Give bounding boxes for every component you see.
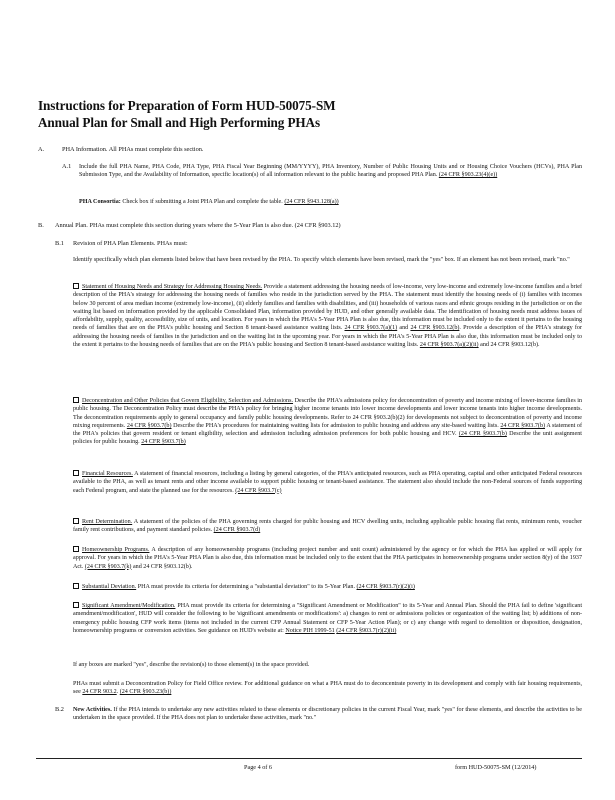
housing-needs-lead: Statement of Housing Needs and Strategy for Addressing Housing Needs. (82, 284, 263, 290)
revised-note: If any boxes are marked "yes", describe the revision(s) to those element(s) in the space provided. (73, 662, 310, 668)
significant-amendment-cite-2[interactable]: (24 CFR §903.7(r)(2)(ii) (336, 627, 397, 634)
section-b-label: B. (38, 222, 44, 229)
housing-needs-mid: and (399, 325, 409, 332)
element-significant-amendment (73, 602, 582, 635)
homeownership-lead: Homeownership Programs. (82, 547, 150, 553)
substantial-deviation-text: PHA must provide its criteria for determining a "substantial deviation" to its 5-Year Plan. (137, 584, 355, 590)
b2-text: If the PHA intends to undertake any new activities related to these elements or discretionary policies in the current Fiscal Year, mark "yes" for these elements, and describe the activities to be undertaken in the space provided. If the PHA does not plan to undertake these activities, mark "no." (73, 707, 582, 722)
deconcentration-end: Describe the unit assignment policies for public housing. (73, 431, 582, 446)
deconcentration-text: Describe the PHA's admissions policy for deconcentration of poverty and income mixing of lower-income families in public housing. The Deconcentration Policy must describe the PHA's policy for bringing higher income tenants into lower income developments and lower income tenants into higher income developments. The deconcentration requirements apply to general occupancy and family public housing developments. Refer to 24 CFR §903.2(b)(2) for developments not subject to deconcentration of poverty and income mixing requirements. (73, 398, 582, 429)
housing-needs-cite-3[interactable]: 24 CFR §903.7(a)(2)(ii) (419, 342, 479, 349)
page-title (38, 97, 598, 131)
consortia-lead: PHA Consortia: (79, 199, 121, 205)
significant-amendment-text: PHA must provide its criteria for determining a "Significant Amendment or Modification" to its 5-Year and Annual Plan. Should the PHA fail to define 'significant amendment/modification', HUD will consider the following to be 'significant amendments or modifications': a) changes to rent or admissions policies or organization of the waiting list; b) additions of non-emergency public housing CFP work items (items not included in the current CFP Annual Statement or CFP 5-Year Action Plan); or c) any change with regard to demolition or disposition, designation, homeownership programs or conversion activities. See guidance on HUD's website at: (73, 603, 583, 634)
b1-heading: Revision of PHA Plan Elements. PHAs must: (73, 240, 188, 247)
financial-resources-cite[interactable]: (24 CFR §903.7(c) (235, 487, 282, 494)
deconcentration-cite-3[interactable]: (24 CFR §903.7(b) (458, 431, 507, 438)
homeownership-checkbox[interactable] (73, 546, 79, 552)
footer-rule (36, 758, 582, 759)
deconcentration-note: PHAs must submit a Deconcentration Policy for Field Office review. For additional guidance on what a PHA must do to deconcentrate poverty in its development and comply with fair housing requirements, see 24 CFR 903.2. (24 CFR §903.23(b)) (73, 681, 582, 696)
significant-amendment-lead: Significant Amendment/Modification. (82, 603, 176, 609)
substantial-deviation-lead: Substantial Deviation. (82, 584, 137, 590)
a1-citation[interactable]: (24 CFR §903.23(4)(e)) (438, 172, 498, 179)
title-line-1: Instructions for Preparation of Form HUD-50075-SM (38, 98, 336, 113)
deconcentration-lead: Deconcentration and Other Policies that Govern Eligibility, Selection and Admissions. (82, 398, 294, 404)
deconcentration-cite-2[interactable]: 24 CFR §903.7(b) (500, 422, 546, 429)
deconcentration-note-cite-1[interactable]: 24 CFR 903.2 (82, 689, 117, 696)
substantial-deviation-checkbox[interactable] (73, 583, 79, 589)
a1-text: Include the full PHA Name, PHA Code, PHA Type, PHA Fiscal Year Beginning (MM/YYYY), PHA Inventory, Number of Public Housing Units and or Housing Choice Vouchers (HCVs), PHA Plan Submission Type, and the Availability of Information, specific location(s) of all information relevant to the public hearing and proposed PHA Plan. (79, 164, 582, 179)
deconcentration-mid: Describe the PHA's procedures for maintaining waiting lists for admission to public housing and address any site-based waiting lists. (173, 422, 499, 429)
financial-resources-lead: Financial Resources. (82, 471, 133, 477)
b2-paragraph (73, 706, 582, 723)
element-substantial-deviation (73, 583, 582, 591)
housing-needs-cite-2[interactable]: 24 CFR §903.12(b) (410, 325, 460, 332)
element-deconcentration (73, 397, 582, 447)
financial-resources-checkbox[interactable] (73, 470, 79, 476)
footer-page-number: Page 4 of 6 (244, 764, 273, 771)
homeownership-text: A description of any homeownership programs (including project number and unit count) administered by the agency or for which the PHA has applied or will apply for approval. For years in which the PHA's 5-Year PHA Plan is also due, this information must be included only to the extent that the PHA participates in homeownership programs under section 8(y) of the 1937 Act. (73, 547, 583, 570)
rent-determination-text: A statement of the policies of the PHA governing rents charged for public housing and HCV dwelling units, including applicable public housing flat rents, minimum rents, voucher family rent contributions, and payment standard policies. (73, 519, 582, 534)
footer-form-id: form HUD-50075-SM (12/2014) (455, 764, 537, 771)
deconcentration-checkbox[interactable] (73, 397, 79, 403)
section-a-text: PHA Information. All PHAs must complete this section. (62, 146, 204, 153)
section-a-label: A. (38, 146, 45, 153)
significant-amendment-checkbox[interactable] (73, 602, 79, 608)
b1-label: B.1 (55, 240, 64, 247)
b2-lead: New Activities. (73, 707, 112, 713)
consortia-citation[interactable]: (24 CFR §943.128(a)) (284, 199, 339, 205)
element-housing-needs (73, 283, 582, 349)
consortia-paragraph (79, 198, 582, 206)
element-homeownership (73, 546, 582, 571)
element-rent-determination (73, 518, 582, 535)
housing-needs-text: Provide a statement addressing the housing needs of low-income, very low-income and extremely low-income families and a brief description of the PHA's strategy for addressing the housing needs of families who reside in the jurisdiction served by the PHA. The statement must identify the housing needs of (i) families with incomes below 30 percent of area median income (extremely low-income), (ii) elderly families and families with disabilities, and (iii) households of various races and ethnic groups residing in the jurisdiction or on the waiting list based on information provided by the applicable Consolidated Plan, information provided by HUD, and other generally available data. The identification of housing needs must address issues of affordability, supply, quality, accessibility, size of units, and location. For years in which the PHA's 5-Year PHA Plan is also due, this information must be included only to the extent it pertains to the housing needs of families that are on the PHA's public housing and Section 8 tenant-based assistance waiting lists. (73, 284, 583, 332)
deconcentration-cite-1[interactable]: 24 CFR §903.7(b) (126, 422, 172, 429)
rent-determination-checkbox[interactable] (73, 518, 79, 524)
consortia-text: Check box if submitting a Joint PHA Plan and complete the table. (122, 199, 283, 205)
deconcentration-note-text: PHAs must submit a Deconcentration Policy for Field Office review. For additional guidance on what a PHA must do to deconcentrate poverty in its development and comply with fair housing requirements, see (73, 681, 582, 696)
b1-intro: Identify specifically which plan elements listed below that have been revised by the PHA. To specify which elements have been revised, mark the "yes" box. If an element has not been revised, mark "no." (73, 257, 570, 263)
b2-label: B.2 (55, 706, 64, 713)
rent-determination-lead: Rent Determination. (82, 519, 133, 525)
homeownership-cite[interactable]: (24 CFR §903.7(k) (84, 563, 132, 570)
financial-resources-text: A statement of financial resources, including a listing by general categories, of the PHA's anticipated resources, such as PHA operating, capital and other anticipated Federal resources available to the PHA, as well as tenant rents and other income available to support public housing or tenant-based assistance. The statement also should include the non-Federal sources of funds supporting each Federal program, and state the planned use for the resources. (73, 471, 582, 494)
housing-needs-cite-1[interactable]: 24 CFR §903.7(a)(1) (344, 325, 398, 332)
title-line-2: Annual Plan for Small and High Performing PHAs (38, 115, 321, 130)
deconcentration-tail: A statement of the PHA's policies that govern resident or tenant eligibility, selection and admission including admission preferences for both public housing and HCV. (73, 422, 583, 438)
housing-needs-tail: . Provide a description of the PHA's strategy for addressing the housing needs of families in the jurisdiction and on the waiting list in the upcoming year. For years in which the PHA's 5-Year PHA Plan is also due, this information must be included only to the extent it pertains to the housing needs of families that are on the PHA's public housing and Section 8 tenant-based assistance waiting lists. (73, 325, 582, 349)
a1-paragraph (79, 163, 582, 180)
homeownership-end: and 24 CFR §903.12(b). (132, 563, 193, 570)
housing-needs-checkbox[interactable] (73, 283, 79, 289)
deconcentration-cite-4[interactable]: 24 CFR §903.7(b) (141, 439, 186, 446)
element-financial-resources (73, 470, 582, 495)
significant-amendment-cite-1[interactable]: Notice PIH 1999-51 (285, 627, 335, 634)
housing-needs-end: and 24 CFR §903.12(b). (480, 342, 540, 349)
section-b-text: Annual Plan. PHAs must complete this section during years where the 5-Year Plan is also due. (24 CFR §903.12) (55, 222, 341, 229)
a1-label: A.1 (62, 163, 72, 170)
deconcentration-note-cite-2[interactable]: (24 CFR §903.23(b)) (119, 689, 172, 696)
substantial-deviation-cite[interactable]: (24 CFR §903.7(r)(2)(i) (356, 584, 415, 590)
rent-determination-cite[interactable]: (24 CFR §903.7(d) (213, 527, 261, 534)
